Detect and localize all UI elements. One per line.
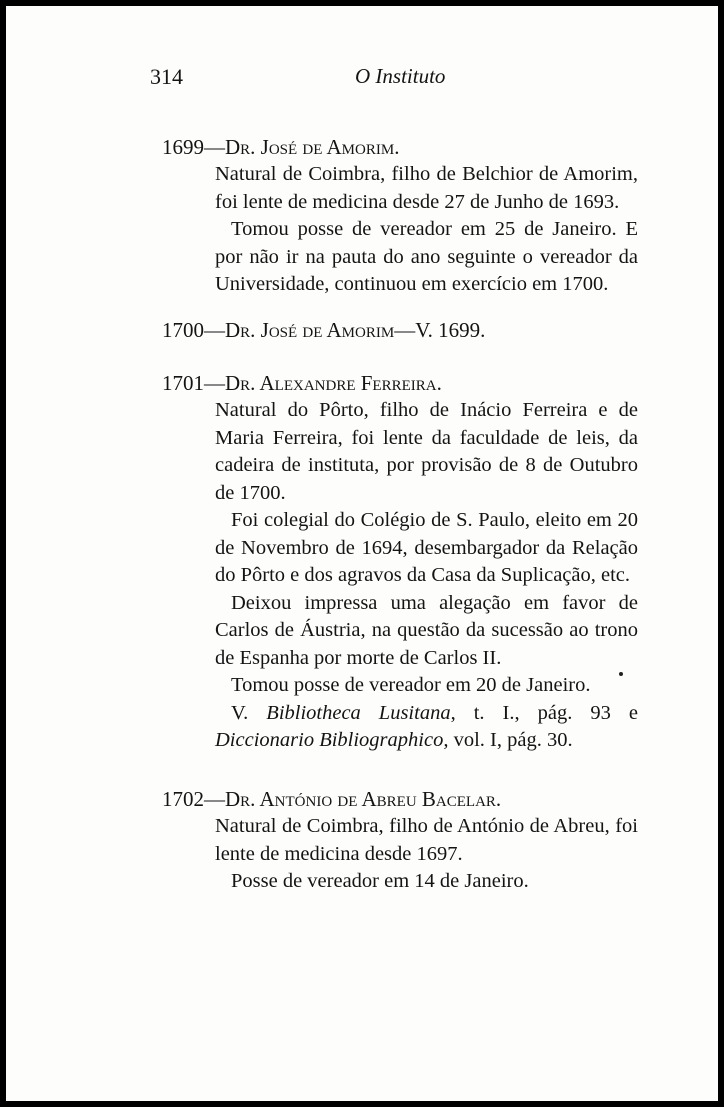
reference-work: Diccionario Bibliographico,	[215, 729, 449, 751]
entry-1702	[162, 786, 638, 896]
entry-heading: 1702—Dr. António de Abreu Bacelar.	[162, 787, 502, 811]
paragraph: Tomou posse de vereador em 20 de Janeiro.	[231, 674, 591, 696]
entry-name: Dr. José de Amorim.	[225, 135, 400, 159]
entry-1701	[162, 370, 638, 755]
document-page	[6, 6, 718, 1101]
paragraph: Tomou posse de vereador em 25 de Janeiro. E por não ir na pauta do ano seguinte o vereador da Universidade, continuou em exercício em 1700.	[215, 218, 638, 295]
entry-heading: 1701—Dr. Alexandre Ferreira.	[162, 371, 442, 395]
paragraph: Natural de Coimbra, filho de Belchior de Amorim, foi lente de medicina desde 27 de Junho de 1693.	[215, 163, 638, 213]
paragraph: Natural do Pôrto, filho de Inácio Ferreira e de Maria Ferreira, foi lente da faculdade de leis, da cadeira de instituta, por provisão de 8 de Outubro de 1700.	[215, 399, 638, 504]
entry-name: Dr. José de Amorim	[225, 318, 395, 342]
page-number: 314	[150, 64, 183, 89]
entry-cross-reference: —V. 1699.	[394, 318, 486, 342]
entry-year: 1702	[162, 787, 204, 811]
entry-body	[215, 161, 638, 299]
journal-title: O Instituto	[355, 64, 446, 88]
entry-name: Dr. António de Abreu Bacelar.	[225, 787, 502, 811]
paragraph: Natural de Coimbra, filho de António de Abreu, foi lente de medicina desde 1697.	[215, 815, 638, 865]
entry-year: 1700	[162, 318, 204, 342]
entry-year: 1699	[162, 135, 204, 159]
entry-1699	[162, 134, 638, 299]
entry-body	[215, 397, 638, 755]
paragraph: Deixou impressa uma alegação em favor de Carlos de Áustria, na questão da sucessão ao trono de Espanha por morte de Carlos II.	[215, 591, 638, 669]
entry-heading: 1699—Dr. José de Amorim.	[162, 135, 400, 159]
paragraph: Posse de vereador em 14 de Janeiro.	[231, 870, 529, 892]
entry-year: 1701	[162, 371, 204, 395]
entry-1700	[162, 317, 638, 344]
entry-name: Dr. Alexandre Ferreira.	[225, 371, 442, 395]
entry-heading: 1700—Dr. José de Amorim—V. 1699.	[162, 318, 486, 342]
running-head	[6, 64, 718, 94]
entry-body	[215, 813, 638, 896]
bibliographic-reference: V. Bibliotheca Lusitana, t. I., pág. 93 e Diccionario Bibliographico, vol. I, pág. 30.	[215, 701, 638, 751]
reference-work: Bibliotheca Lusitana	[266, 701, 451, 724]
ink-speck	[619, 672, 623, 676]
paragraph: Foi colegial do Colégio de S. Paulo, eleito em 20 de Novembro de 1694, desembargador da Relação do Pôrto e dos agravos da Casa da Suplicação, etc.	[215, 509, 638, 586]
